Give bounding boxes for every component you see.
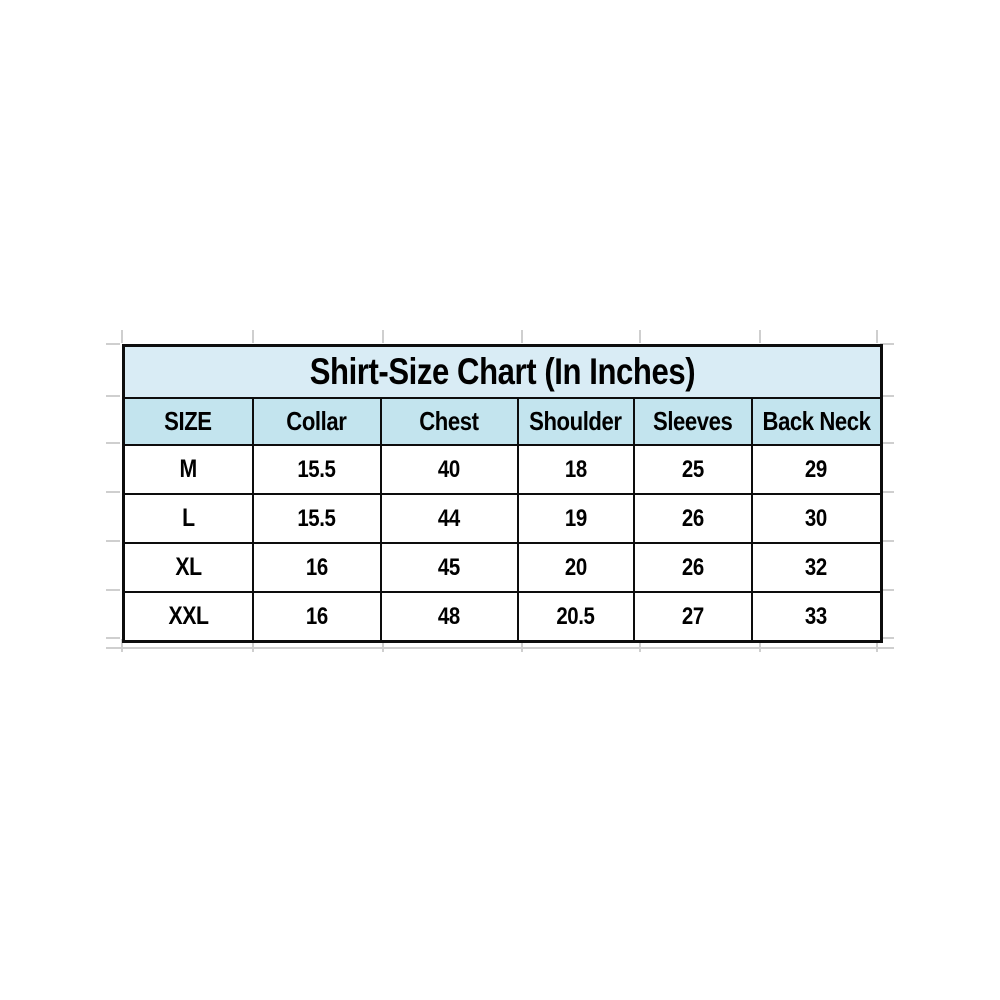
size-value: L [181,504,195,532]
gridline-stub [639,330,641,343]
table-cell [381,445,518,494]
header-shoulder-label: Shoulder [529,406,622,436]
header-chest-label: Chest [419,406,479,436]
collar-value: 15.5 [297,455,336,483]
header-chest [381,398,518,445]
table-cell [253,494,381,543]
table-cell [634,445,752,494]
table-cell [124,543,253,592]
table-title-cell [124,346,882,399]
table-cell [518,543,634,592]
table-title-row [124,346,882,399]
table-cell [634,592,752,642]
gridline-bottom [106,647,894,649]
table-row-m [124,445,882,494]
size-chart-table [122,344,883,643]
header-sleeves-label: Sleeves [652,406,733,436]
gridline-stub [876,330,878,343]
shoulder-value: 20 [564,553,587,581]
back-neck-value: 30 [805,504,827,532]
header-back-neck [752,398,882,445]
table-cell [124,445,253,494]
gridline-stub [106,343,120,345]
chest-value: 40 [438,455,460,483]
chest-value: 48 [438,602,460,630]
table-cell [381,543,518,592]
shoulder-value: 19 [564,504,587,532]
gridline-stub [106,442,120,444]
sleeves-value: 25 [681,455,704,483]
gridline-stub [759,330,761,343]
chest-value: 45 [438,553,460,581]
header-size-label: SIZE [164,406,212,436]
header-back-neck-label: Back Neck [762,406,871,436]
collar-value: 16 [305,553,328,581]
shoulder-value: 20.5 [556,602,595,630]
table-cell [253,543,381,592]
size-value: XXL [168,602,209,630]
table-cell [752,543,882,592]
table-cell [124,494,253,543]
sleeves-value: 26 [681,553,704,581]
header-collar-label: Collar [286,406,347,436]
sleeves-value: 26 [681,504,704,532]
back-neck-value: 33 [805,602,827,630]
table-title: Shirt-Size Chart (In Inches) [309,351,695,392]
table-cell [381,494,518,543]
table-cell [752,494,882,543]
table-cell [518,494,634,543]
size-value: M [179,455,197,483]
table-cell [381,592,518,642]
gridline-stub [106,491,120,493]
table-cell [124,592,253,642]
table-cell [752,445,882,494]
table-row-xl [124,543,882,592]
table-header-row [124,398,882,445]
header-size [124,398,253,445]
gridline-stub [252,330,254,343]
table-cell [253,445,381,494]
gridline-stub [106,637,120,639]
table-row-xxl [124,592,882,642]
table-cell [518,445,634,494]
table-cell [634,543,752,592]
back-neck-value: 29 [805,455,827,483]
gridline-stub [121,330,123,343]
collar-value: 15.5 [297,504,336,532]
back-neck-value: 32 [805,553,827,581]
size-value: XL [175,553,202,581]
sleeves-value: 27 [681,602,704,630]
shoulder-value: 18 [564,455,587,483]
chest-value: 44 [438,504,460,532]
table-row-l [124,494,882,543]
header-collar [253,398,381,445]
gridline-stub [106,540,120,542]
gridline-stub [382,330,384,343]
table-cell [518,592,634,642]
header-shoulder [518,398,634,445]
table-cell [752,592,882,642]
table-cell [253,592,381,642]
gridline-stub [521,330,523,343]
header-sleeves [634,398,752,445]
gridline-stub [106,395,120,397]
collar-value: 16 [305,602,328,630]
gridline-stub [106,589,120,591]
table-cell [634,494,752,543]
